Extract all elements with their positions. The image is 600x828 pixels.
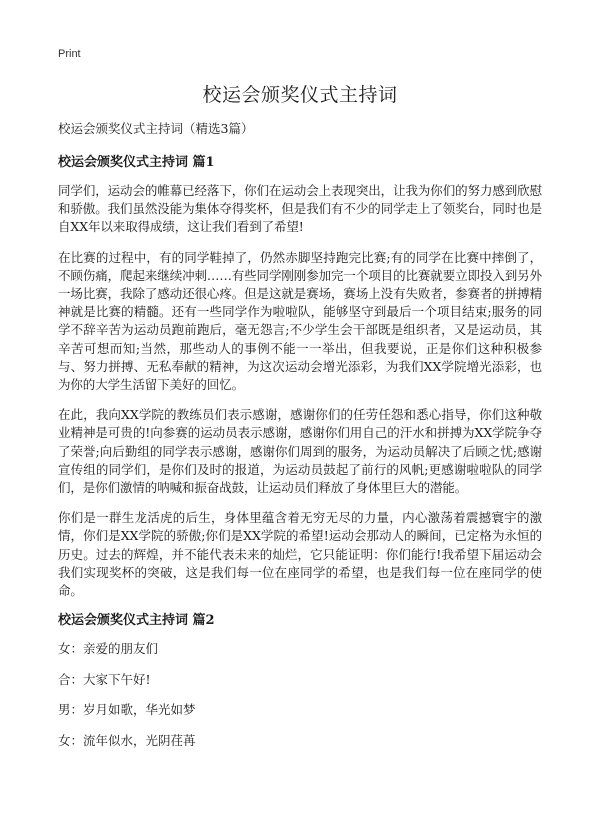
paragraph: 在此，我向XX学院的教练员们表示感谢，感谢你们的任劳任怨和悉心指导，你们这种敬业精神是可贵的!向参赛的运动员表示感谢，感谢你们用自己的汗水和拼搏为XX学院争夺了荣誉;向后勤组的同学表示感谢，感谢你们周到的服务，为运动员解决了后顾之忧;感谢宣传组的同学们，是你们及时的报道，为运动员鼓起了前行的风帆;更感谢啦啦队的同学们，是你们激情的呐喊和振奋战鼓，让运动员们释放了身体里巨大的潜能。 — [58, 407, 542, 496]
dialog-line: 合：大家下午好! — [58, 671, 151, 687]
section-heading — [58, 612, 542, 630]
paragraph: 你们是一群生龙活虎的后生，身体里蕴含着无穷无尽的力量，内心激荡着震撼寰宇的激情，你们是XX学院的骄傲;你们是XX学院的希望!运动会那动人的瞬间，已定格为永恒的历史。过去的辉煌，并不能代表未来的灿烂，它只能证明：你们能行!我希望下届运动会我们实现奖杯的突破，这是我们每一位在座同学的希望，也是我们每一位在座同学的使命。 — [58, 510, 542, 599]
section-heading-number: 篇1 — [188, 155, 215, 170]
paragraph: 同学们，运动会的帷幕已经落下，你们在运动会上表现突出，让我为你们的努力感到欣慰和骄傲。我们虽然没能为集体夺得奖杯，但是我们有不少的同学走上了领奖台，同时也是自XX年以来取得成绩，这让我们看到了希望! — [58, 183, 542, 235]
document-body — [58, 120, 542, 762]
section-heading-number: 篇2 — [188, 613, 215, 629]
paragraph: 在比赛的过程中，有的同学鞋掉了，仍然赤脚坚持跑完比赛;有的同学在比赛中摔倒了，不顾伤痛，爬起来继续冲刺……有些同学刚刚参加完一个项目的比赛就要立即投入到另外一场比赛，我除了感动还很心疼。但是这就是赛场，赛场上没有失败者，参赛者的拼搏精神就是比赛的精髓。还有一些同学作为啦啦队，能够坚守到最后一个项目结束;服务的同学不辞辛苦为运动员跑前跑后，毫无怨言;不少学生会干部既是组织者，又是运动员，其辛苦可想而知;当然，那些动人的事例不能一一举出，但我要说，正是你们这种积极参与、努力拼搏、无私奉献的精神，为这次运动会增光添彩，为我们XX学院增光添彩，也为你的大学生活留下美好的回忆。 — [58, 249, 542, 393]
document-title: 校运会颁奖仪式主持词 — [202, 84, 398, 106]
section-heading-text: 校运会颁奖仪式主持词 — [58, 613, 189, 629]
section-1 — [58, 154, 542, 600]
dialog-line: 女：亲爱的朋友们 — [58, 641, 159, 657]
dialog-line: 男：岁月如歌，华光如梦 — [58, 702, 196, 718]
section-heading-text: 校运会颁奖仪式主持词 — [58, 155, 189, 170]
print-link[interactable]: Print — [58, 48, 81, 60]
section-heading — [58, 154, 542, 172]
document-subtitle: 校运会颁奖仪式主持词（精选3篇） — [58, 121, 254, 136]
section-2 — [58, 612, 542, 750]
dialog-line: 女：流年似水，光阴荏苒 — [58, 732, 196, 748]
